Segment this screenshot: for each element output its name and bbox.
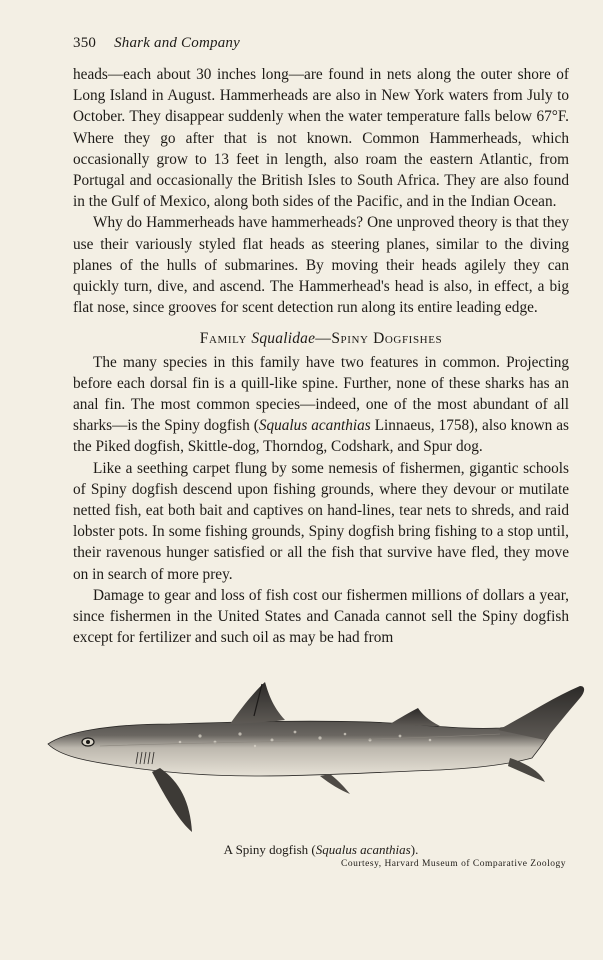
- running-head: [73, 35, 240, 52]
- heading-dash: —: [315, 330, 332, 348]
- section-heading: [73, 328, 569, 349]
- heading-family-label: Family: [199, 330, 247, 348]
- pelvic-fin: [320, 774, 350, 794]
- caption-scientific-name: Squalus acanthias: [315, 842, 411, 857]
- paragraph: Like a seething carpet flung by some nemesis of fishermen, gigantic schools of Spiny dogfish descend upon fishing grounds, where they devour or mutilate netted fish, eat both bait and captives on hand-lines, tear nets to shreds, and raid lobster pots. In some fishing grounds, Spiny dogfish bring fishing to a stop until, their ravenous hunger satisfied or all the fish that survive have fled, they move on in search of more prey.: [73, 459, 569, 583]
- figure-caption: [73, 842, 569, 858]
- running-title: Shark and Company: [114, 35, 240, 51]
- shark-illustration: [40, 672, 590, 847]
- caption-text: A Spiny dogfish (: [223, 842, 316, 857]
- paragraph-text: The many species in this family have two features in common. Projecting before each dorsal fin is a quill-like spine. Further, none of these sharks has an anal fin. The most common species—indeed, one of the most abundant of all sharks—is the Spiny dogfish (: [73, 353, 569, 435]
- caudal-fin-lower: [508, 758, 545, 782]
- paragraph: heads—each about 30 inches long—are found in nets along the outer shore of Long Island in August. Hammerheads are also in New York waters from July to October. They disappear suddenly when the water temperature falls below 67°F. Where they go after that is not known. Common Hammerheads, which occasionally grow to 13 feet in length, also roam the eastern Atlantic, from Portugal and occasionally the British Isles to South Africa. They are also found in the Gulf of Mexico, along both sides of the Pacific, and in the Indian Ocean.: [73, 66, 569, 211]
- scientific-name: Squalus acanthias: [258, 417, 371, 435]
- paragraph-text: Linnaeus, 1758), also known as the Piked dogfish, Skittle-dog, Thorndog, Codshark, and Spur dog.: [73, 417, 569, 456]
- paragraph: Why do Hammerheads have hammerheads? One unproved theory is that they use their variously styled flat heads as steering planes, similar to the diving planes of the hulls of submarines. By moving their heads agilely they can quickly turn, dive, and ascend. The Hammerhead's head is also, in effect, a big flat nose, since grooves for scent detection run along its entire leading edge.: [73, 214, 569, 317]
- caption-text: ).: [410, 842, 419, 857]
- heading-family-name: Squalidae: [251, 330, 316, 348]
- paragraph: Damage to gear and loss of fish cost our fishermen millions of dollars a year, since fishermen in the United States and Canada cannot sell the Spiny dogfish except for fertilizer and such oil as may be had from: [73, 586, 569, 647]
- page-number: 350: [73, 35, 97, 51]
- paragraph: [73, 352, 569, 458]
- shark-body: [48, 702, 560, 776]
- body-text: [73, 64, 569, 648]
- pectoral-fin: [152, 768, 192, 832]
- heading-common-name: Spiny Dogfishes: [331, 330, 443, 348]
- spiny-dogfish-drawing: [40, 672, 590, 847]
- second-dorsal-fin: [390, 708, 440, 726]
- caudal-fin-upper: [498, 686, 584, 740]
- figure-credit: Courtesy, Harvard Museum of Comparative Zoology: [341, 859, 566, 869]
